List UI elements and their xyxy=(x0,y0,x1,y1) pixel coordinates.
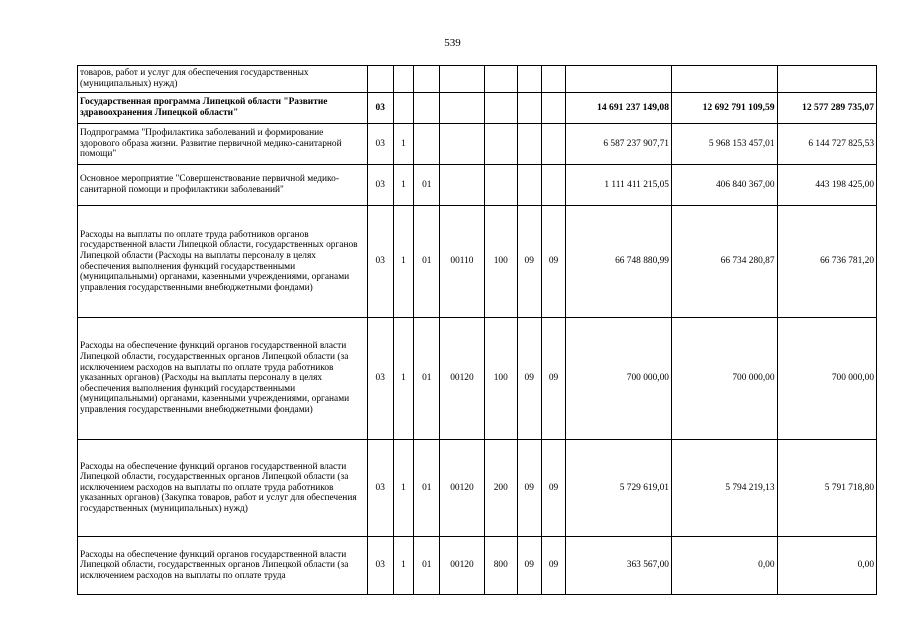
code-expense-type: 100 xyxy=(484,206,517,318)
code-direction: 00120 xyxy=(440,440,485,537)
amount-year-3: 0,00 xyxy=(777,537,876,595)
code-direction: 00110 xyxy=(440,206,485,318)
code-expense-type xyxy=(484,66,517,93)
amount-year-3: 66 736 781,20 xyxy=(777,206,876,318)
code-main-activity xyxy=(414,93,440,124)
amount-year-2: 12 692 791 109,59 xyxy=(671,93,777,124)
code-main-activity: 01 xyxy=(414,440,440,537)
code-program: 03 xyxy=(367,440,393,537)
code-direction xyxy=(440,165,485,206)
row-description: Государственная программа Липецкой области "Развитие здравоохранения Липецкой области" xyxy=(78,93,368,124)
amount-year-1: 363 567,00 xyxy=(566,537,672,595)
amount-year-2: 0,00 xyxy=(671,537,777,595)
code-subsection xyxy=(541,165,566,206)
row-description: Расходы на выплаты по оплате труда работников органов государственной власти Липецкой области, государственных органов Липецкой области (Расходы на выплаты персоналу в целях обеспечения выполнения функций государственными (муниципальными) органами, казенными учреждениями, органами управления государственными внебюджетными фондами) xyxy=(78,206,368,318)
amount-year-3: 6 144 727 825,53 xyxy=(777,124,876,165)
amount-year-3: 12 577 289 735,07 xyxy=(777,93,876,124)
row-description: Расходы на обеспечение функций органов государственной власти Липецкой области, государственных органов Липецкой области (за исключением расходов на выплаты по оплате труда работников указанных органов) (Расходы на выплаты персоналу в целях обеспечения выполнения функций государственными (муниципальными) органами, казенными учреждениями, органами управления государственными внебюджетными фондами) xyxy=(78,318,368,440)
page-number: 539 xyxy=(444,37,461,49)
code-subsection xyxy=(541,66,566,93)
amount-year-1: 1 111 411 215,05 xyxy=(566,165,672,206)
code-program: 03 xyxy=(367,124,393,165)
row-description: Основное мероприятие "Совершенствование первичной медико-санитарной помощи и профилактики заболеваний" xyxy=(78,165,368,206)
code-expense-type: 200 xyxy=(484,440,517,537)
code-section xyxy=(517,93,541,124)
code-subprogram: 1 xyxy=(393,206,414,318)
code-expense-type: 100 xyxy=(484,318,517,440)
amount-year-3: 700 000,00 xyxy=(777,318,876,440)
code-main-activity: 01 xyxy=(414,318,440,440)
table-row xyxy=(78,124,877,165)
table-row xyxy=(78,206,877,318)
amount-year-2: 5 968 153 457,01 xyxy=(671,124,777,165)
code-subprogram: 1 xyxy=(393,318,414,440)
code-direction xyxy=(440,93,485,124)
code-section xyxy=(517,66,541,93)
amount-year-3: 443 198 425,00 xyxy=(777,165,876,206)
code-section: 09 xyxy=(517,206,541,318)
amount-year-2: 700 000,00 xyxy=(671,318,777,440)
code-direction: 00120 xyxy=(440,318,485,440)
amount-year-3: 5 791 718,80 xyxy=(777,440,876,537)
amount-year-1 xyxy=(566,66,672,93)
table-row xyxy=(78,165,877,206)
code-expense-type: 800 xyxy=(484,537,517,595)
code-section: 09 xyxy=(517,537,541,595)
code-subsection xyxy=(541,124,566,165)
code-subprogram: 1 xyxy=(393,537,414,595)
code-subsection xyxy=(541,93,566,124)
code-program: 03 xyxy=(367,165,393,206)
code-direction xyxy=(440,66,485,93)
amount-year-2: 66 734 280,87 xyxy=(671,206,777,318)
amount-year-1: 66 748 880,99 xyxy=(566,206,672,318)
code-program: 03 xyxy=(367,206,393,318)
amount-year-1: 700 000,00 xyxy=(566,318,672,440)
code-subsection: 09 xyxy=(541,537,566,595)
table-row xyxy=(78,440,877,537)
row-description: товаров, работ и услуг для обеспечения государственных (муниципальных) нужд) xyxy=(78,66,368,93)
amount-year-1: 14 691 237 149,08 xyxy=(566,93,672,124)
amount-year-2: 406 840 367,00 xyxy=(671,165,777,206)
code-program: 03 xyxy=(367,93,393,124)
amount-year-1: 6 587 237 907,71 xyxy=(566,124,672,165)
table-row xyxy=(78,93,877,124)
code-subsection: 09 xyxy=(541,318,566,440)
code-program xyxy=(367,66,393,93)
amount-year-2: 5 794 219,13 xyxy=(671,440,777,537)
amount-year-2 xyxy=(671,66,777,93)
table-row xyxy=(78,66,877,93)
code-program: 03 xyxy=(367,537,393,595)
code-subsection: 09 xyxy=(541,440,566,537)
code-subsection: 09 xyxy=(541,206,566,318)
code-subprogram xyxy=(393,66,414,93)
table-row xyxy=(78,318,877,440)
code-section xyxy=(517,124,541,165)
budget-table xyxy=(77,65,877,595)
row-description: Расходы на обеспечение функций органов государственной власти Липецкой области, государственных органов Липецкой области (за исключением расходов на выплаты по оплате труда xyxy=(78,537,368,595)
code-direction xyxy=(440,124,485,165)
amount-year-1: 5 729 619,01 xyxy=(566,440,672,537)
code-program: 03 xyxy=(367,318,393,440)
code-subprogram: 1 xyxy=(393,124,414,165)
code-section: 09 xyxy=(517,440,541,537)
code-subprogram xyxy=(393,93,414,124)
code-main-activity: 01 xyxy=(414,537,440,595)
code-main-activity: 01 xyxy=(414,206,440,318)
code-subprogram: 1 xyxy=(393,165,414,206)
row-description: Подпрограмма "Профилактика заболеваний и формирование здорового образа жизни. Развитие первичной медико-санитарной помощи" xyxy=(78,124,368,165)
code-main-activity xyxy=(414,124,440,165)
row-description: Расходы на обеспечение функций органов государственной власти Липецкой области, государственных органов Липецкой области (за исключением расходов на выплаты по оплате труда работников указанных органов) (Закупка товаров, работ и услуг для обеспечения государственных (муниципальных) нужд) xyxy=(78,440,368,537)
table-row xyxy=(78,537,877,595)
code-section: 09 xyxy=(517,318,541,440)
amount-year-3 xyxy=(777,66,876,93)
code-section xyxy=(517,165,541,206)
code-direction: 00120 xyxy=(440,537,485,595)
code-subprogram: 1 xyxy=(393,440,414,537)
code-expense-type xyxy=(484,165,517,206)
code-expense-type xyxy=(484,124,517,165)
code-main-activity: 01 xyxy=(414,165,440,206)
code-main-activity xyxy=(414,66,440,93)
code-expense-type xyxy=(484,93,517,124)
